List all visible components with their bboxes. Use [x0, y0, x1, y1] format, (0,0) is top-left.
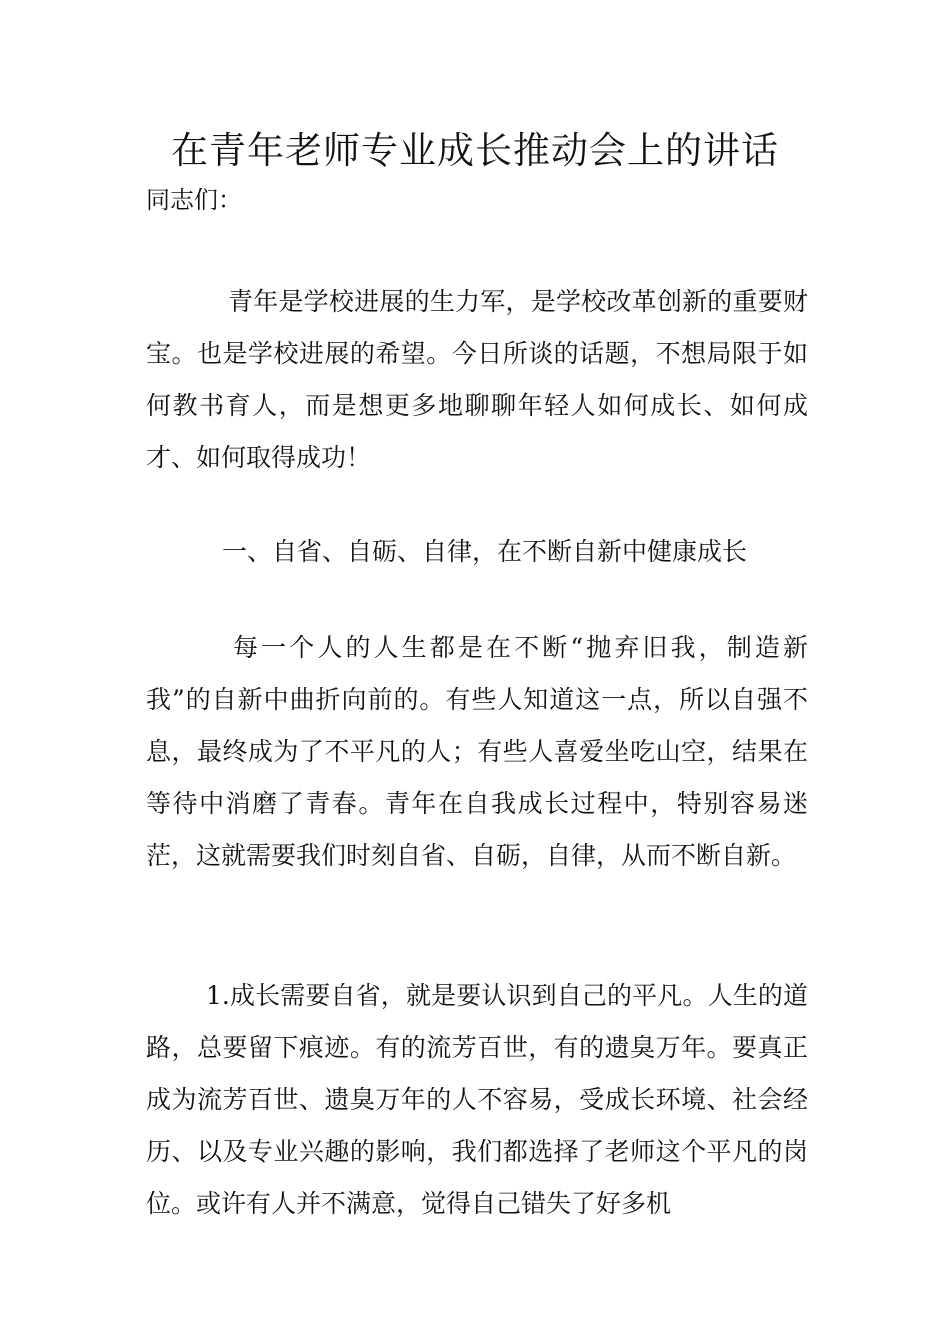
document-title: 在青年老师专业成长推动会上的讲话 — [171, 129, 779, 172]
paragraph-intro: 青年是学校进展的生力军，是学校改革创新的重要财宝。也是学校进展的希望。今日所谈的话题，不想局限于如何教书育人，而是想更多地聊聊年轻人如何成长、如何成才、如何取得成功！ — [146, 287, 808, 472]
section-heading: 一、自省、自砺、自律，在不断自新中健康成长 — [222, 537, 748, 566]
salutation: 同志们： — [146, 186, 242, 214]
paragraph-renewal: 每一个人的人生都是在不断“抛弃旧我，制造新我”的自新中曲折向前的。有些人知道这一点，所以自强不息，最终成为了不平凡的人；有些人喜爱坐吃山空，结果在等待中消磨了青春。青年在自我成长过程中，特别容易迷茫，这就需要我们时刻自省、自砺，自律，从而不断自新。 — [146, 633, 808, 870]
paragraph-self-reflection: 1.成长需要自省，就是要认识到自己的平凡。人生的道路，总要留下痕迹。有的流芳百世，有的遗臭万年。要真正成为流芳百世、遗臭万年的人不容易，受成长环境、社会经历、以及专业兴趣的影响，我们都选择了老师这个平凡的岗位。或许有人并不满意，觉得自己错失了好多机 — [146, 981, 808, 1218]
